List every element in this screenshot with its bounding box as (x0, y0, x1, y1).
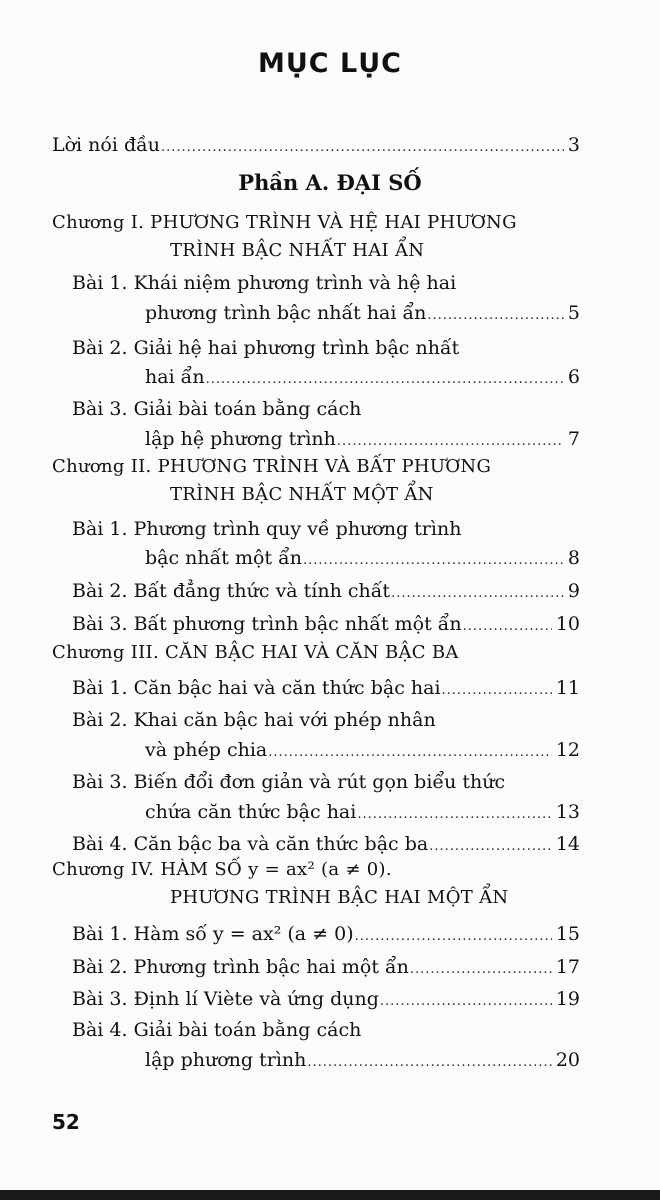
toc-entry-preface (52, 130, 580, 160)
leader-dots (307, 1048, 551, 1078)
entry-page: 9 (567, 580, 580, 602)
leader-dots (303, 546, 564, 576)
toc-entry (145, 362, 580, 392)
toc-entry (72, 767, 580, 797)
entry-page: 7 (567, 428, 580, 450)
entry-label: Bài 3. Giải bài toán bằng cách (72, 398, 362, 420)
entry-label: Bài 2. Bất đẳng thức và tính chất (72, 580, 391, 602)
chapter-heading: Chương I. PHƯƠNG TRÌNH VÀ HỆ HAI PHƯƠNG (52, 212, 517, 233)
leader-dots (161, 133, 564, 163)
toc-entry (72, 333, 580, 363)
entry-label: lập hệ phương trình (145, 428, 336, 450)
part-heading: Phần A. ĐẠI SỐ (238, 170, 422, 195)
toc-entry (145, 735, 580, 765)
leader-dots (355, 922, 552, 952)
page-number: 52 (52, 1110, 80, 1134)
entry-label: Bài 2. Phương trình bậc hai một ẩn (72, 956, 409, 978)
entry-label: chứa căn thức bậc hai (145, 801, 357, 823)
entry-page: 5 (567, 302, 580, 324)
entry-label: bậc nhất một ẩn (145, 547, 302, 569)
toc-entry (72, 609, 580, 639)
leader-dots (410, 955, 552, 985)
entry-label: Bài 1. Hàm số y = ax² (a ≠ 0) (72, 923, 354, 945)
page-title: MỤC LỤC (258, 48, 402, 79)
entry-label: Bài 3. Định lí Viète và ứng dụng (72, 988, 379, 1010)
toc-entry (145, 424, 580, 454)
chapter-heading-cont: TRÌNH BẬC NHẤT MỘT ẨN (170, 484, 434, 505)
entry-page: 14 (555, 833, 580, 855)
entry-label: Bài 3. Bất phương trình bậc nhất một ẩn (72, 613, 462, 635)
entry-label: Bài 1. Khái niệm phương trình và hệ hai (72, 272, 457, 294)
entry-label: Bài 1. Phương trình quy về phương trình (72, 518, 462, 540)
entry-label: lập phương trình (145, 1049, 307, 1071)
leader-dots (268, 738, 552, 768)
entry-page: 19 (555, 988, 580, 1010)
entry-label: Bài 2. Khai căn bậc hai với phép nhân (72, 709, 436, 731)
entry-page: 11 (555, 677, 580, 699)
leader-dots (337, 427, 564, 457)
entry-page: 15 (555, 923, 580, 945)
entry-page: 8 (567, 547, 580, 569)
leader-dots (380, 987, 552, 1017)
toc-entry (72, 394, 580, 424)
leader-dots (391, 579, 564, 609)
entry-label: Bài 4. Căn bậc ba và căn thức bậc ba (72, 833, 429, 855)
toc-entry (72, 576, 580, 606)
toc-entry (145, 543, 580, 573)
entry-page: 10 (555, 613, 580, 635)
entry-label: Bài 3. Biến đổi đơn giản và rút gọn biểu thức (72, 771, 506, 793)
chapter-heading-cont: TRÌNH BẬC NHẤT HAI ẨN (170, 240, 425, 261)
toc-entry (72, 268, 580, 298)
leader-dots (463, 612, 552, 642)
leader-dots (427, 301, 564, 331)
toc-entry (72, 919, 580, 949)
toc-entry (72, 1015, 580, 1045)
entry-page: 20 (555, 1049, 580, 1071)
toc-entry (145, 298, 580, 328)
chapter-heading-cont: PHƯƠNG TRÌNH BẬC HAI MỘT ẨN (170, 887, 509, 908)
chapter-heading: Chương IV. HÀM SỐ y = ax² (a ≠ 0). (52, 859, 392, 880)
leader-dots (357, 800, 551, 830)
toc-entry (72, 673, 580, 703)
toc-entry (72, 952, 580, 982)
toc-entry (145, 797, 580, 827)
toc-entry (145, 1045, 580, 1075)
toc-entry (72, 514, 580, 544)
entry-page: 3 (567, 134, 580, 156)
toc-entry (72, 984, 580, 1014)
chapter-heading: Chương II. PHƯƠNG TRÌNH VÀ BẤT PHƯƠNG (52, 456, 492, 477)
toc-entry (72, 829, 580, 859)
entry-page: 13 (555, 801, 580, 823)
bottom-edge (0, 1190, 660, 1200)
entry-label: Bài 4. Giải bài toán bằng cách (72, 1019, 362, 1041)
entry-label: phương trình bậc nhất hai ẩn (145, 302, 427, 324)
entry-page: 6 (567, 366, 580, 388)
chapter-heading: Chương III. CĂN BẬC HAI VÀ CĂN BẬC BA (52, 642, 459, 663)
entry-page: 17 (555, 956, 580, 978)
entry-page: 12 (555, 739, 580, 761)
leader-dots (429, 832, 552, 862)
entry-label: và phép chia (145, 739, 268, 761)
entry-label: Bài 1. Căn bậc hai và căn thức bậc hai (72, 677, 441, 699)
entry-label: Bài 2. Giải hệ hai phương trình bậc nhất (72, 337, 460, 359)
toc-entry (72, 705, 580, 735)
entry-label: Lời nói đầu (52, 134, 161, 156)
leader-dots (206, 365, 564, 395)
leader-dots (442, 676, 552, 706)
entry-label: hai ẩn (145, 366, 205, 388)
